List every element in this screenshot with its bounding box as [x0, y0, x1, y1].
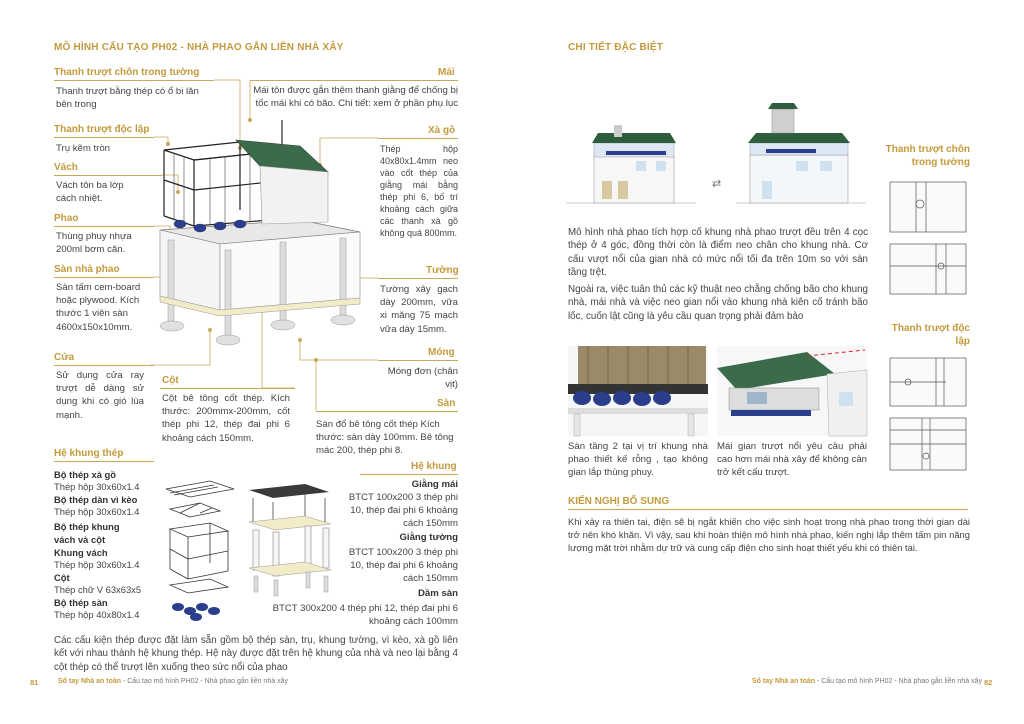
- footer-title: Sổ tay Nhà an toàn: [58, 678, 122, 685]
- label-vach-text: Vách tôn ba lớp cách nhiệt.: [56, 180, 124, 205]
- kien-nghi-heading: KIẾN NGHỊ BỔ SUNG: [568, 496, 670, 507]
- label-thanh-truot-doc-lap-heading: Thanh trượt độc lập: [54, 124, 150, 135]
- steel-item-spec: Thép hộp 30x60x1.4: [54, 559, 140, 570]
- embedded-rail-detail-illustration: [886, 180, 970, 300]
- side-label-thanh-truot-chon: Thanh trượt chôn trong tường: [885, 144, 970, 168]
- label-mong-text: Móng đơn (chân vịt): [387, 366, 458, 391]
- steel-item-spec: Thép hộp 40x80x1.4: [54, 609, 140, 620]
- page-number: 82: [984, 678, 993, 687]
- label-mong-heading: Móng: [428, 347, 455, 358]
- he-khung-heading: Hệ khung: [411, 461, 457, 472]
- right-page-title: CHI TIẾT ĐẶC BIỆT: [568, 42, 664, 53]
- label-thanh-truot-chon-heading: Thanh trượt chôn trong tường: [54, 67, 200, 78]
- label-san-nha-phao-text: Sàn tấm cem-board hoặc plywood. Kích thước 1 viên sàn 4600x150x10mm.: [56, 282, 141, 333]
- elevation-before-after-illustration: [566, 95, 866, 215]
- page-number: 81: [30, 678, 39, 687]
- label-cua-text: Sử dụng cửa ray trượt dễ dàng sử dụng khi có gió lùa mạnh.: [56, 370, 144, 421]
- steel-item-name: Khung vách: [54, 547, 108, 558]
- label-san-heading: Sàn: [437, 398, 456, 409]
- steel-item-spec: Thép hộp 30x60x1.4: [54, 481, 140, 492]
- roof-detail-illustration: [717, 346, 867, 436]
- label-phao-text: Thùng phuy nhựa 200ml bơm căn.: [56, 231, 132, 256]
- detail-paragraph-1: Mô hình nhà phao tích hợp cố khung nhà phao trượt đều trên 4 cọc thép ở 4 góc, đồng thời còn là điểm neo chân cho khung nhà. Cơ cấu vượt nổi của gian nhà có mức nổi tối đa trên 10m so với sàn tầng trệt.: [568, 227, 868, 279]
- label-tuong-heading: Tường: [426, 265, 459, 276]
- steel-item-name: Bộ thép xà gồ: [54, 469, 116, 480]
- label-san-nha-phao-heading: Sàn nhà phao: [54, 264, 120, 275]
- frame-item-name: Giằng mái: [411, 479, 458, 490]
- footer: [752, 678, 982, 685]
- label-mai-heading: Mái: [438, 67, 455, 78]
- steel-item-name: Cột: [54, 572, 70, 583]
- label-phao-heading: Phao: [54, 213, 79, 224]
- bottom-paragraph: Các cấu kiện thép được đặt làm sẵn gồm bộ thép sàn, trụ, khung tường, vì kèo, xà gồ liên kết với nhau thành hệ khung thép. Hệ này được đặt trên hệ khung của nhà và neo lại bằng 4 cột thép có thể trượt lên xuống theo sức nổi của phao: [54, 635, 458, 673]
- steel-item-name: Bộ thép dàn vì kèo: [54, 494, 138, 505]
- caption-roof: Mái gian trượt nổi yêu cầu phải cao hơn mái nhà xây để không cản trở kết cấu trượt.: [717, 441, 867, 479]
- label-vach-heading: Vách: [54, 162, 78, 173]
- right-page: [512, 0, 1024, 724]
- independent-rail-detail-illustration: [886, 356, 970, 476]
- caption-floor: Sàn tầng 2 tại vị trí khung nhà phao thiết kế rỗng , tạo không gian lắp thùng phuy.: [568, 441, 708, 479]
- footer-subtitle: - Cấu tạo mô hình PH02 - Nhà phao gắn liền nhà xây: [815, 678, 982, 685]
- detail-paragraph-2: Ngoài ra, việc tuân thủ các kỹ thuật neo chằng chống bão cho khung nhà, mái nhà và việc neo gian nổi vào khung nhà kiên cố tránh bão lốc, cuốn lật cũng là yêu cầu quan trọng phải đảm bảo: [568, 284, 868, 322]
- divider: [568, 509, 968, 510]
- exploded-steel-frame-illustration: [160, 475, 240, 625]
- footer-title: Sổ tay Nhà an toàn: [752, 678, 816, 685]
- label-cot-heading: Cột: [162, 375, 179, 386]
- kien-nghi-text: Khi xảy ra thiên tai, điện sẽ bị ngắt khiến cho việc sinh hoạt trong nhà phao trong thời gian dài trở nên khó khăn. Vì vậy, sau khi hoàn thiện mô hình nhà phao, kiến nghị lắp thêm tấm pin năng lượng mặt trời nhằm dự trữ và cung cấp điện cho sinh hoạt thiết yếu khi có thiên tai.: [568, 516, 970, 553]
- svg-text:⇄: ⇄: [712, 177, 722, 190]
- frame-item-spec: BTCT 100x200 3 thép phi 10, thép đai phi 6 khoảng cách 150mm: [348, 547, 458, 585]
- divider: [54, 461, 154, 462]
- side-label-thanh-truot-doc-lap: Thanh trượt độc lập: [891, 323, 970, 347]
- footer-subtitle: - Cấu tạo mô hình PH02 - Nhà phao gắn liền nhà xây: [121, 678, 288, 685]
- frame-item-spec: BTCT 300x200 4 thép phi 12, thép đai phi 6 khoảng cách 100mm: [272, 603, 458, 628]
- label-tuong-text: Tường xây gạch dày 200mm, vữa xi măng 75 mạch vữa dày 15mm.: [380, 284, 458, 335]
- label-xa-go-text: Thép hộp 40x80x1.4mm neo vào cốt thép của giằng mái bằng thép phi 6, bố trí khoảng cách giữa các thanh xà gồ không quá 800mm.: [380, 144, 458, 238]
- label-san-text: Sàn đổ bê tông cốt thép Kích thước: sàn dày 100mm. Bê tông mác 200, thép phi 8.: [316, 419, 454, 457]
- label-xa-go-heading: Xà gồ: [428, 125, 456, 136]
- frame-item-name: Dầm sàn: [418, 588, 458, 599]
- steel-item-name: Bộ thép sàn: [54, 597, 108, 608]
- label-thanh-truot-chon-text: Thanh trượt bằng thép có ổ bi lăn bên trong: [56, 86, 199, 111]
- frame-item-spec: BTCT 100x200 3 thép phi 10, thép đai phi 6 khoảng cách 150mm: [348, 492, 458, 530]
- frame-item-name: Giằng tường: [399, 532, 458, 543]
- label-thanh-truot-doc-lap-text: Trụ kẽm tròn: [56, 143, 111, 154]
- floor-drum-detail-illustration: [568, 346, 708, 436]
- label-cot-text: Cột bê tông cốt thép. Kích thước: 200mmx-200mm, cốt thép phi 12, thép đai phi 6 khoảng cách 150mm.: [162, 393, 290, 444]
- label-mai-text: Mái tôn được gắn thêm thanh giằng để chống bị tốc mái khi có bão. Chi tiết: xem ở phần phụ lục: [253, 85, 458, 110]
- steel-item-spec: Thép chữ V 63x63x5: [54, 584, 142, 595]
- steel-item-spec: Thép hộp 30x60x1.4: [54, 506, 140, 517]
- house-model-illustration: [150, 120, 370, 360]
- steel-item-name: Bộ thép khung vách và cột: [54, 521, 120, 546]
- left-page-title: MÔ HÌNH CẤU TẠO PH02 - NHÀ PHAO GẮN LIỀN NHÀ XÂY: [54, 42, 344, 53]
- label-cua-heading: Cửa: [54, 352, 75, 363]
- he-khung-thep-heading: Hệ khung thép: [54, 448, 124, 459]
- divider: [360, 474, 458, 475]
- footer: [58, 678, 288, 685]
- concrete-frame-illustration: [245, 482, 335, 602]
